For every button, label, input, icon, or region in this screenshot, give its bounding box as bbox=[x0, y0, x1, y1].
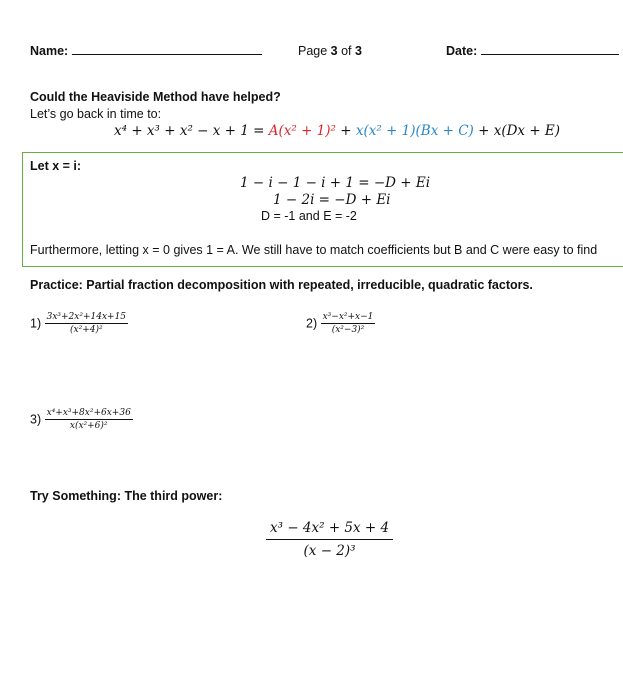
box-line-3: D = -1 and E = -2 bbox=[261, 209, 357, 223]
problem-1-numerator: 3x³+2x²+14x+15 bbox=[46, 312, 127, 322]
box-line-2: 1 − 2i = −D + Ei bbox=[273, 192, 391, 208]
heaviside-heading: Could the Heaviside Method have helped? bbox=[30, 90, 281, 104]
box-title: Let x = i: bbox=[30, 159, 82, 173]
problem-1-label: 1) bbox=[30, 316, 42, 331]
problem-3-denominator: x(x²+6)² bbox=[69, 421, 108, 431]
problem-2-denominator: (x²−3)² bbox=[331, 325, 365, 335]
problem-2 bbox=[306, 312, 375, 335]
problem-3-label: 3) bbox=[30, 412, 42, 427]
try-numerator: x³ − 4x² + 5x + 4 bbox=[266, 520, 393, 540]
try-fraction bbox=[266, 520, 393, 559]
problem-3-numerator: x⁴+x³+8x²+6x+36 bbox=[46, 408, 131, 418]
box-note: Furthermore, letting x = 0 gives 1 = A. We still have to match coefficients but B and C were easy to find bbox=[30, 243, 598, 257]
practice-heading: Practice: Partial fraction decomposition with repeated, irreducible, quadratic factors. bbox=[30, 278, 533, 292]
page-indicator: Page 3 of 3 bbox=[298, 44, 362, 58]
name-label: Name: bbox=[30, 44, 262, 58]
try-heading: Try Something: The third power: bbox=[30, 489, 223, 503]
heaviside-intro: Let’s go back in time to: bbox=[30, 107, 162, 121]
problem-1 bbox=[30, 312, 128, 335]
try-denominator: (x − 2)³ bbox=[303, 543, 356, 559]
problem-2-label: 2) bbox=[306, 316, 318, 331]
problem-2-numerator: x³−x²+x−1 bbox=[322, 312, 374, 322]
heaviside-equation: x⁴ + x³ + x² − x + 1 = A(x² + 1)² + x(x² + 1)(Bx + C) + x(Dx + E) bbox=[114, 123, 561, 139]
try-problem bbox=[266, 520, 393, 559]
date-blank-line[interactable] bbox=[481, 53, 619, 55]
problem-1-denominator: (x²+4)² bbox=[70, 325, 103, 335]
name-blank-line[interactable] bbox=[72, 53, 262, 55]
problem-1-fraction bbox=[45, 312, 128, 335]
box-line-1: 1 − i − 1 − i + 1 = −D + Ei bbox=[240, 175, 431, 191]
problem-3 bbox=[30, 408, 133, 431]
problem-3-fraction bbox=[45, 408, 133, 431]
problem-2-fraction bbox=[321, 312, 376, 335]
date-label: Date: bbox=[446, 44, 619, 58]
